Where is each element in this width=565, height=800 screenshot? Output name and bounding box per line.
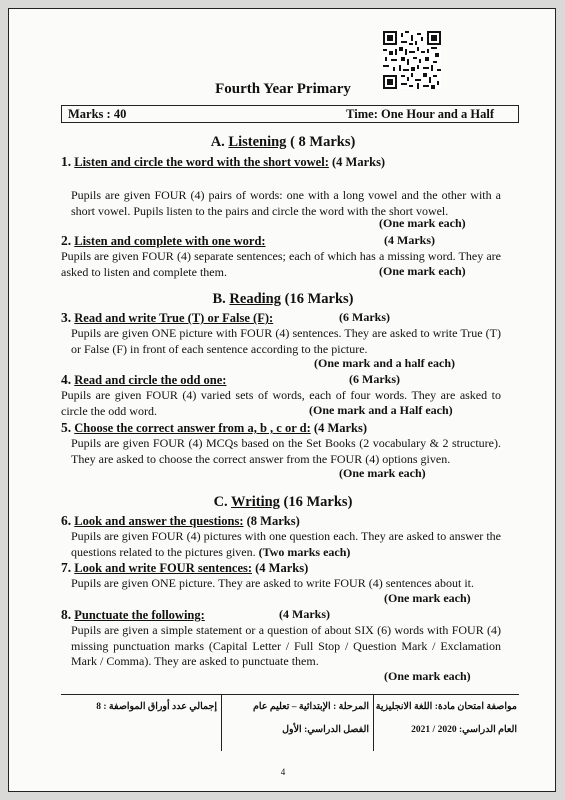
- q3-marks: (6 Marks): [339, 310, 390, 324]
- q1-note: (One mark each): [379, 216, 466, 230]
- question-1: 1. Listen and circle the word with the short vowel: (4 Marks) Pupils are given FOUR (4) pairs of words: one with a long vowel and the other with a short vowel. Pupils listen to the pairs and circle the word with the short vowel. (One mark each): [9, 154, 557, 219]
- q4-description: Pupils are given FOUR (4) varied sets of words, each of four words. They are asked to circle the odd word.: [61, 388, 501, 418]
- q6-description: Pupils are given FOUR (4) pictures with one question each. They are asked to answer the questions related to the pictures given. (Two marks each): [71, 529, 501, 559]
- q3-description: Pupils are given ONE picture with FOUR (4) sentences. They are asked to write True (T) or False (F) in front of each sentence according to the picture.: [71, 326, 501, 356]
- q2-note: (One mark each): [379, 264, 466, 278]
- section-c-heading: C. Writing (16 Marks): [213, 494, 353, 510]
- question-3: 3. Read and write True (T) or False (F): (6 Marks) Pupils are given ONE picture with FOUR (4) sentences. They are asked to write True (T) or False (F) in front of each sentence according to the picture. (One mark and a half each): [9, 310, 557, 357]
- exam-time: Time: One Hour and a Half: [346, 107, 494, 121]
- total-marks: Marks : 40: [68, 107, 127, 121]
- exam-page: [8, 8, 556, 792]
- footer-subject: مواصفة امتحان مادة: اللغة الانجليزية العام الدراسي: 2020 / 2021: [375, 702, 517, 735]
- footer-total-pages: إجمالي عدد أوراق المواصفة : 8: [96, 702, 217, 712]
- q7-description: Pupils are given ONE picture. They are asked to write FOUR (4) sentences about it.: [71, 576, 475, 591]
- q4-marks: (6 Marks): [349, 372, 400, 386]
- q2-marks: (4 Marks): [384, 233, 435, 247]
- marks-time-bar: [61, 105, 519, 123]
- section-a-heading: A. Listening ( 8 Marks): [210, 134, 356, 150]
- q1-description: Pupils are given FOUR (4) pairs of words: one with a long vowel and the other with a short vowel. Pupils listen to the pairs and circle the word with the short vowel.: [71, 188, 501, 218]
- q8-marks: (4 Marks): [279, 607, 330, 621]
- footer-stage: المرحلة : الإبتدائية – تعليم عام الفصل الدراسي: الأول: [253, 702, 369, 735]
- spec-footer: [61, 694, 519, 751]
- question-5: 5. Choose the correct answer from a, b , c or d: (4 Marks) Pupils are given FOUR (4) MCQs based on the Set Books (2 vocabulary & 2 structure). They are asked to choose the correct answer from the FOUR (4) options given. (One mark each): [9, 420, 557, 467]
- q8-description: Pupils are given a simple statement or a question of about SIX (6) words with FOUR (4) missing punctuation marks (Capital Letter / Full Stop / Question Mark / Exclamation Mark / Comma). They are asked to punctuate them.: [71, 623, 501, 668]
- question-7: 7. Look and write FOUR sentences: (4 Marks) Pupils are given ONE picture. They are asked to write FOUR (4) sentences about it. (One mark each): [9, 560, 557, 592]
- q7-note: (One mark each): [384, 591, 471, 605]
- question-4: 4. Read and circle the odd one: (6 Marks) Pupils are given FOUR (4) varied sets of words, each of four words. They are asked to circle the odd word. (One mark and a Half each): [9, 372, 557, 419]
- q8-note: (One mark each): [384, 669, 471, 683]
- q5-description: Pupils are given FOUR (4) MCQs based on the Set Books (2 vocabulary & 2 structure). They are asked to choose the correct answer from the FOUR (4) options given.: [71, 436, 501, 466]
- q4-note: (One mark and a Half each): [309, 403, 453, 417]
- q3-note: (One mark and a half each): [314, 356, 455, 370]
- question-6: 6. Look and answer the questions: (8 Marks) Pupils are given FOUR (4) pictures with one question each. They are asked to answer the questions related to the pictures given. (Two marks each): [9, 513, 557, 560]
- page-title: Fourth Year Primary: [215, 81, 351, 97]
- page-number: 4: [280, 767, 286, 777]
- q2-description: Pupils are given FOUR (4) separate sentences; each of which has a missing word. They are asked to listen and complete them.: [61, 249, 501, 279]
- q5-note: (One mark each): [339, 466, 426, 480]
- question-2: 2. Listen and complete with one word: (4 Marks) Pupils are given FOUR (4) separate sentences; each of which has a missing word. They are asked to listen and complete them. (One mark each): [9, 233, 557, 280]
- section-b-heading: B. Reading (16 Marks): [212, 291, 354, 307]
- question-8: 8. Punctuate the following: (4 Marks) Pupils are given a simple statement or a question of about SIX (6) words with FOUR (4) missing punctuation marks (Capital Letter / Full Stop / Question Mark / Exclamation Mark / Comma). They are asked to punctuate them. (One mark each): [9, 607, 557, 669]
